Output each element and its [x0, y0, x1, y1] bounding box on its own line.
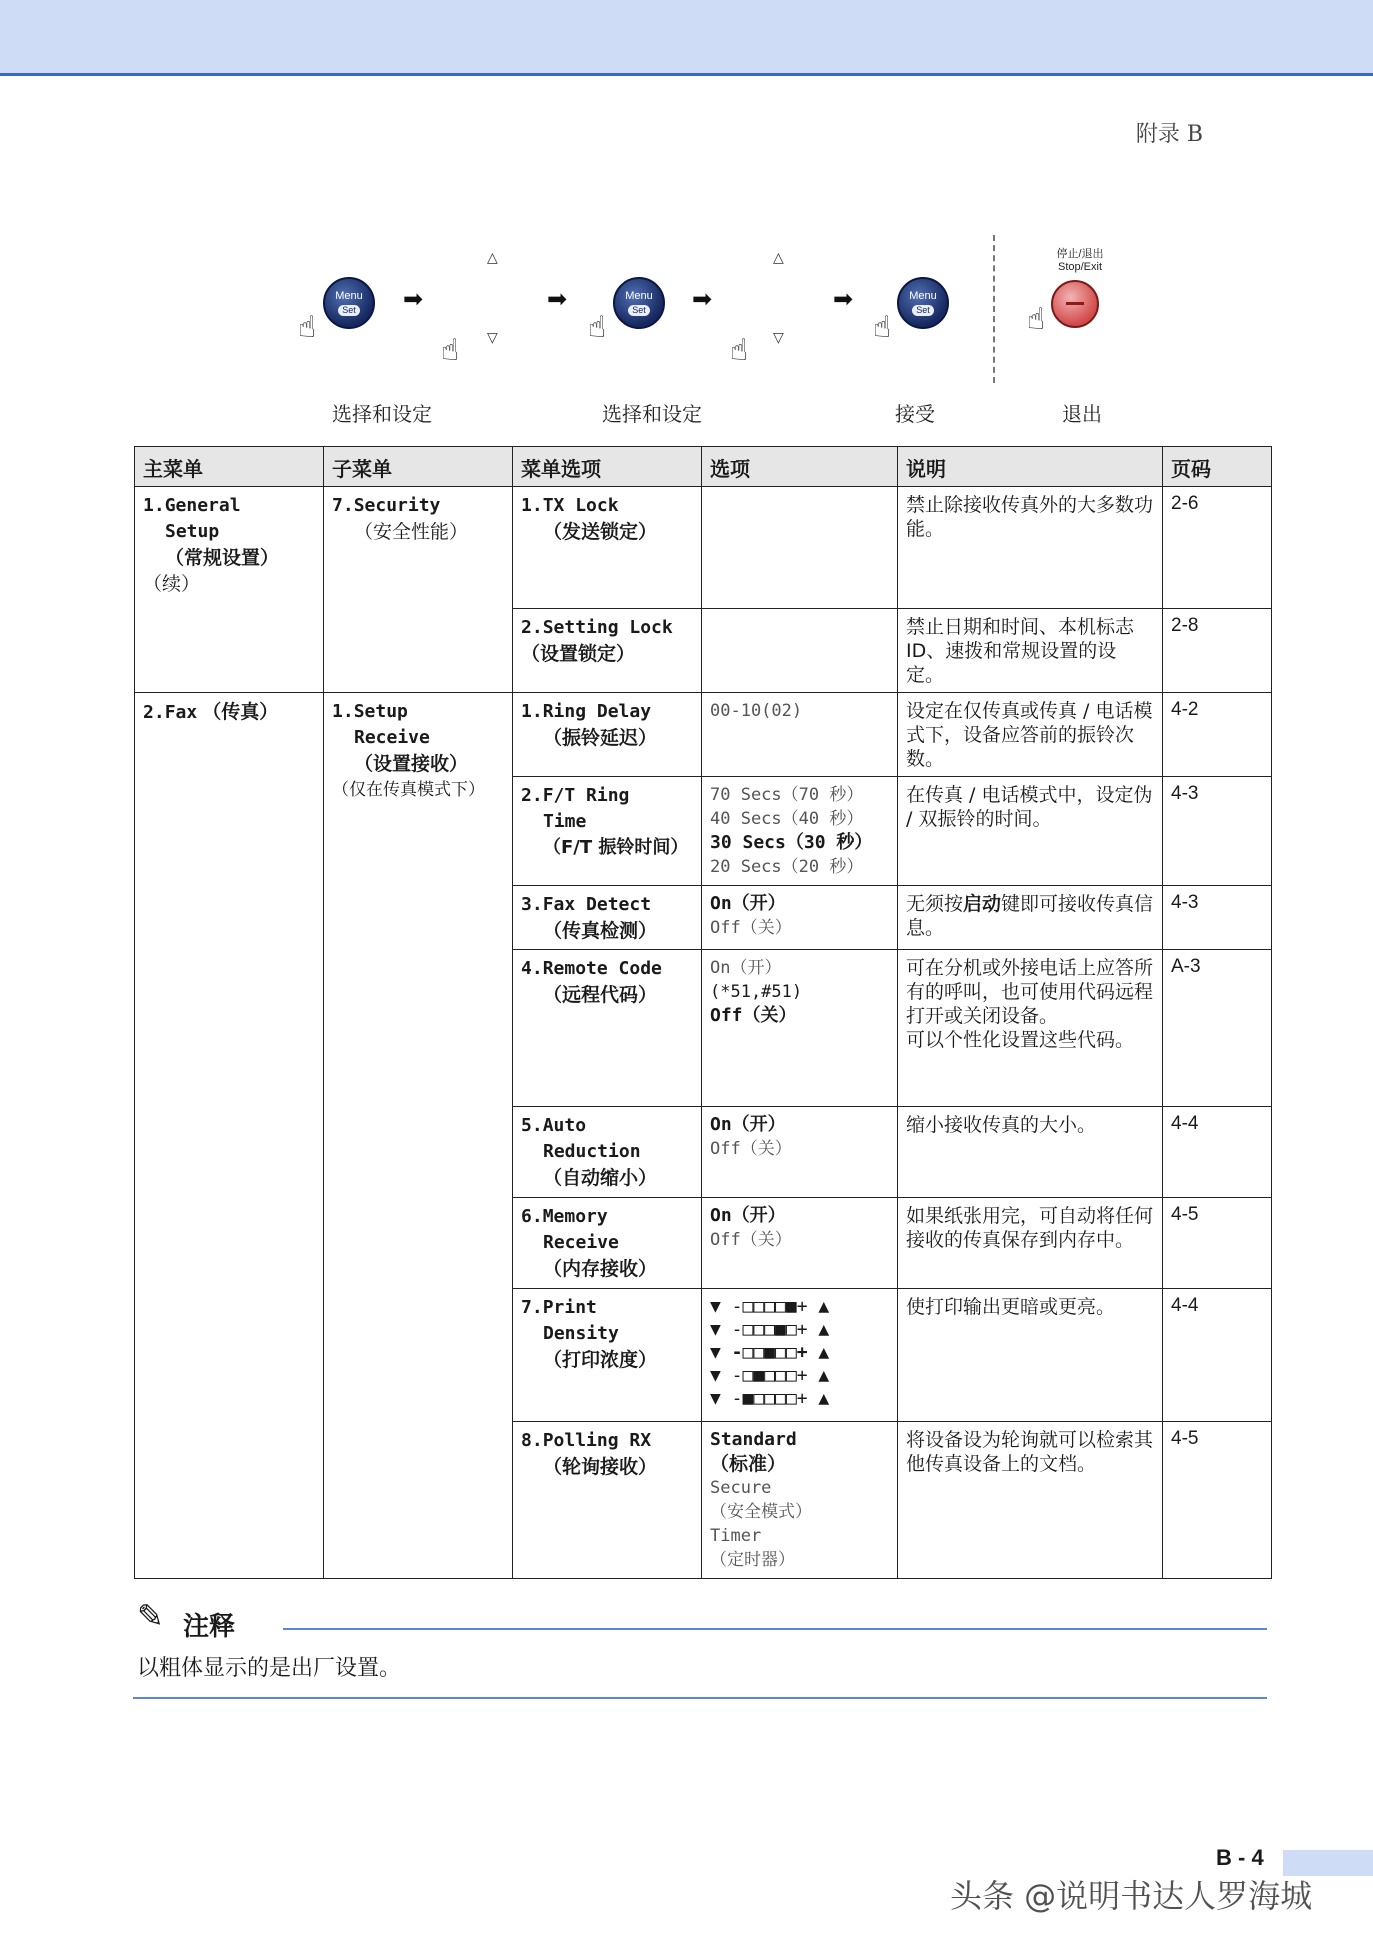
- page-cell: A-3: [1163, 950, 1272, 1107]
- press-hand-icon: ☝: [873, 310, 892, 345]
- option-cell: On（开） Off（关）: [702, 886, 898, 950]
- density-level: ▼ -□□□□■+ ▲: [710, 1296, 830, 1317]
- note-title: 注释: [183, 1612, 236, 1642]
- right-arrow-icon: ➡: [403, 285, 424, 313]
- sub-menu-cell: 7.Security （安全性能）: [324, 487, 513, 693]
- right-arrow-icon: ➡: [833, 285, 854, 313]
- appendix-label: 附录 B: [1135, 122, 1203, 147]
- main-menu-cell: 1.General Setup （常规设置） （续）: [135, 487, 324, 693]
- note-text: 以粗体显示的是出厂设置。: [137, 1656, 402, 1681]
- option-cell: On（开） (*51,#51) Off（关）: [702, 950, 898, 1107]
- col-header: 选项: [702, 447, 898, 487]
- option-cell: Standard （标准） Secure （安全模式） Timer （定时器）: [702, 1422, 898, 1579]
- up-triangle-icon: △: [773, 250, 784, 266]
- col-header: 页码: [1163, 447, 1272, 487]
- press-hand-icon: ☝: [588, 310, 607, 345]
- option-cell: On（开） Off（关）: [702, 1198, 898, 1289]
- menu-set-button[interactable]: Menu Set: [613, 277, 665, 329]
- menu-option-cell: 3.Fax Detect （传真检测）: [513, 886, 702, 950]
- menu-option-cell: 2.Setting Lock （设置锁定）: [513, 609, 702, 693]
- down-triangle-icon: ▽: [487, 330, 498, 346]
- description-cell: 在传真 / 电话模式中，设定伪 / 双振铃的时间。: [898, 777, 1163, 886]
- menu-option-cell: 4.Remote Code （远程代码）: [513, 950, 702, 1107]
- table-row: [135, 693, 1272, 777]
- table-row: [135, 487, 1272, 609]
- option-cell: On（开） Off（关）: [702, 1107, 898, 1198]
- main-menu-cell: 2.Fax （传真）: [135, 693, 324, 1579]
- stop-exit-button[interactable]: [1051, 280, 1099, 328]
- note-icon: ✎: [137, 1597, 164, 1635]
- press-hand-icon: ☝: [1027, 302, 1046, 337]
- col-header: 子菜单: [324, 447, 513, 487]
- page-cell: 4-3: [1163, 886, 1272, 950]
- description-cell: 使打印输出更暗或更亮。: [898, 1289, 1163, 1422]
- caption-accept: 接受: [895, 402, 935, 426]
- press-hand-icon: ☝: [298, 310, 317, 345]
- up-triangle-icon: △: [487, 250, 498, 266]
- page-cell: 4-5: [1163, 1198, 1272, 1289]
- watermark: 头条 @说明书达人罗海城: [950, 1877, 1313, 1915]
- description-cell: 缩小接收传真的大小。: [898, 1107, 1163, 1198]
- option-cell: 00-10(02): [702, 693, 898, 777]
- menu-set-button[interactable]: Menu Set: [323, 277, 375, 329]
- page-cell: 2-8: [1163, 609, 1272, 693]
- caption-exit: 退出: [1062, 402, 1102, 426]
- page-cell: 4-2: [1163, 693, 1272, 777]
- caption-select-set: 选择和设定: [602, 402, 702, 426]
- menu-option-cell: 7.Print Density （打印浓度）: [513, 1289, 702, 1422]
- menu-option-cell: 8.Polling RX （轮询接收）: [513, 1422, 702, 1579]
- option-cell: 70 Secs（70 秒） 40 Secs（40 秒） 30 Secs（30 秒） 20 Secs（20 秒）: [702, 777, 898, 886]
- page-cell: 4-3: [1163, 777, 1272, 886]
- page-number: B - 4: [1216, 1845, 1264, 1870]
- note-divider: [133, 1697, 1267, 1699]
- down-triangle-icon: ▽: [773, 330, 784, 346]
- density-level: ▼ -□■□□□+ ▲: [710, 1365, 830, 1386]
- description-cell: 无须按启动键即可接收传真信息。: [898, 886, 1163, 950]
- page-cell: 2-6: [1163, 487, 1272, 609]
- divider: [993, 235, 995, 383]
- col-header: 菜单选项: [513, 447, 702, 487]
- right-arrow-icon: ➡: [547, 285, 568, 313]
- option-cell: [702, 609, 898, 693]
- col-header: 说明: [898, 447, 1163, 487]
- menu-option-cell: 5.Auto Reduction （自动缩小）: [513, 1107, 702, 1198]
- press-hand-icon: ☝: [441, 333, 460, 368]
- note-divider: [283, 1628, 1267, 1630]
- description-cell: 禁止除接收传真外的大多数功能。: [898, 487, 1163, 609]
- table-header-row: [135, 447, 1272, 487]
- density-level: ▼ -□□□■□+ ▲: [710, 1319, 830, 1340]
- density-level: ▼ -■□□□□+ ▲: [710, 1388, 830, 1409]
- description-cell: 可在分机或外接电话上应答所有的呼叫，也可使用代码远程打开或关闭设备。 可以个性化设置这些代码。: [898, 950, 1163, 1107]
- sub-menu-cell: 1.Setup Receive （设置接收） （仅在传真模式下）: [324, 693, 513, 1579]
- menu-table: [134, 446, 1272, 1579]
- menu-set-button[interactable]: Menu Set: [897, 277, 949, 329]
- menu-option-cell: 1.TX Lock （发送锁定）: [513, 487, 702, 609]
- page-cell: 4-4: [1163, 1289, 1272, 1422]
- density-level: ▼ -□□■□□+ ▲: [710, 1342, 830, 1363]
- page-cell: 4-4: [1163, 1107, 1272, 1198]
- right-arrow-icon: ➡: [692, 285, 713, 313]
- option-cell: [702, 487, 898, 609]
- menu-option-cell: 2.F/T Ring Time （F/T 振铃时间）: [513, 777, 702, 886]
- menu-option-cell: 6.Memory Receive （内存接收）: [513, 1198, 702, 1289]
- description-cell: 将设备设为轮询就可以检索其他传真设备上的文档。: [898, 1422, 1163, 1579]
- col-header: 主菜单: [135, 447, 324, 487]
- description-cell: 禁止日期和时间、本机标志 ID、速拨和常规设置的设定。: [898, 609, 1163, 693]
- header-band: [0, 0, 1373, 76]
- page-cell: 4-5: [1163, 1422, 1272, 1579]
- menu-option-cell: 1.Ring Delay （振铃延迟）: [513, 693, 702, 777]
- press-hand-icon: ☝: [730, 333, 749, 368]
- option-cell: [702, 1289, 898, 1422]
- stop-exit-label: 停止/退出 Stop/Exit: [1056, 248, 1104, 273]
- description-cell: 设定在仅传真或传真 / 电话模式下，设备应答前的振铃次数。: [898, 693, 1163, 777]
- description-cell: 如果纸张用完，可自动将任何接收的传真保存到内存中。: [898, 1198, 1163, 1289]
- caption-select-set: 选择和设定: [332, 402, 432, 426]
